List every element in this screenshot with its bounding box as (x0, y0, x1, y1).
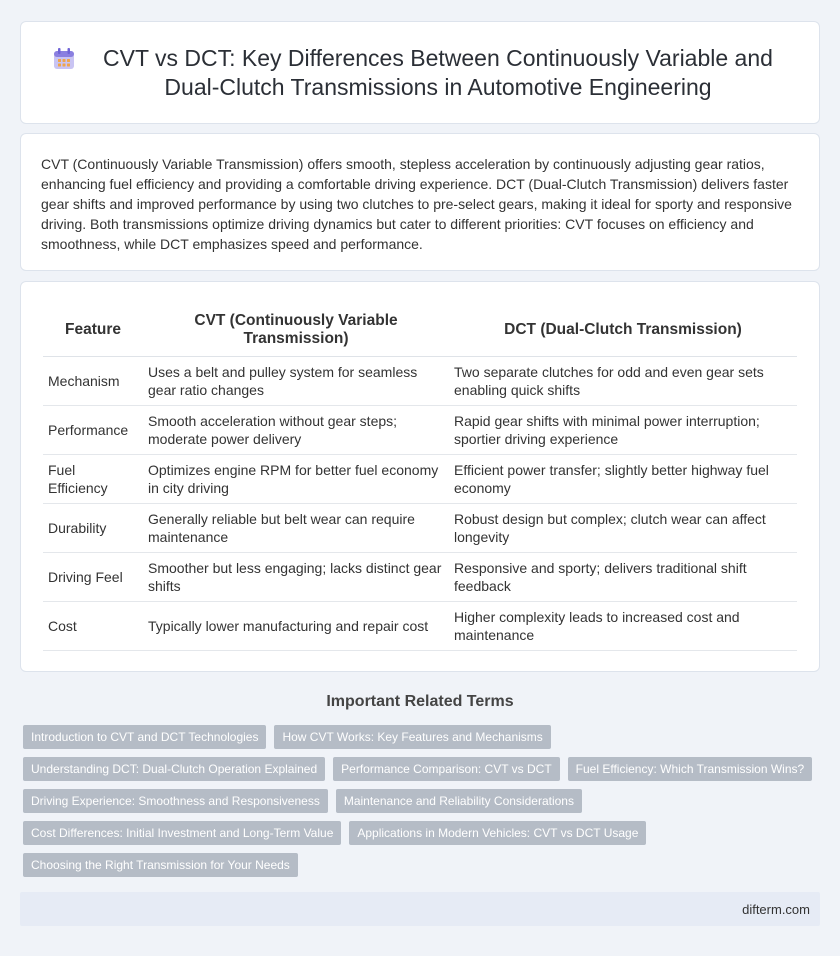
dct-cell: Robust design but complex; clutch wear can affect longevity (449, 504, 797, 553)
dct-cell: Responsive and sporty; delivers traditional shift feedback (449, 553, 797, 602)
related-terms-heading: Important Related Terms (326, 693, 514, 710)
feature-cell: Cost (43, 602, 143, 651)
related-term-tag[interactable]: Driving Experience: Smoothness and Responsiveness (23, 789, 328, 813)
calendar-icon (51, 46, 77, 72)
cvt-cell: Optimizes engine RPM for better fuel economy in city driving (143, 455, 449, 504)
footer (20, 892, 820, 926)
feature-cell: Mechanism (43, 357, 143, 406)
feature-cell: Performance (43, 406, 143, 455)
table-header-row (43, 304, 797, 357)
related-term-tag[interactable]: Fuel Efficiency: Which Transmission Wins? (568, 757, 813, 781)
related-term-tag[interactable]: How CVT Works: Key Features and Mechanisms (274, 725, 550, 749)
intro-paragraph: CVT (Continuously Variable Transmission) offers smooth, stepless acceleration by continuously adjusting gear ratios, enhancing fuel efficiency and providing a comfortable driving experience. DCT (Dual-Clutch Transmission) delivers faster gear shifts and improved performance by using two clutches to pre-select gears, making it ideal for sporty and responsive driving. Both transmissions optimize driving dynamics but cater to different priorities: CVT focuses on efficiency and smoothness, while DCT emphasizes speed and performance. (41, 156, 792, 252)
footer-site-link[interactable]: difterm.com (742, 901, 810, 917)
related-term-tag[interactable]: Introduction to CVT and DCT Technologies (23, 725, 266, 749)
feature-cell: Fuel Efficiency (43, 455, 143, 504)
header-feature: Feature (43, 304, 143, 357)
related-term-tag[interactable]: Understanding DCT: Dual-Clutch Operation Explained (23, 757, 325, 781)
table-row (43, 504, 797, 553)
title-card (20, 21, 820, 124)
related-term-tag[interactable]: Maintenance and Reliability Considerations (336, 789, 582, 813)
table-row (43, 455, 797, 504)
page-title: CVT vs DCT: Key Differences Between Continuously Variable and Dual-Clutch Transmissions in Automotive Engineering (103, 44, 773, 100)
related-term-tag[interactable]: Applications in Modern Vehicles: CVT vs DCT Usage (349, 821, 646, 845)
table-row (43, 602, 797, 651)
dct-cell: Efficient power transfer; slightly better highway fuel economy (449, 455, 797, 504)
header-cvt: CVT (Continuously Variable Transmission) (143, 304, 449, 357)
related-term-tag[interactable]: Cost Differences: Initial Investment and Long-Term Value (23, 821, 341, 845)
feature-cell: Durability (43, 504, 143, 553)
cvt-cell: Uses a belt and pulley system for seamless gear ratio changes (143, 357, 449, 406)
cvt-cell: Smooth acceleration without gear steps; moderate power delivery (143, 406, 449, 455)
dct-cell: Higher complexity leads to increased cost and maintenance (449, 602, 797, 651)
comparison-table-card (20, 281, 820, 672)
table-row (43, 553, 797, 602)
comparison-table (43, 304, 797, 651)
dct-cell: Rapid gear shifts with minimal power interruption; sportier driving experience (449, 406, 797, 455)
table-row (43, 357, 797, 406)
cvt-cell: Smoother but less engaging; lacks distinct gear shifts (143, 553, 449, 602)
related-term-tag[interactable]: Choosing the Right Transmission for Your Needs (23, 853, 298, 877)
related-term-tag[interactable]: Performance Comparison: CVT vs DCT (333, 757, 560, 781)
feature-cell: Driving Feel (43, 553, 143, 602)
table-row (43, 406, 797, 455)
intro-card (20, 133, 820, 271)
cvt-cell: Generally reliable but belt wear can require maintenance (143, 504, 449, 553)
related-terms-list (23, 725, 823, 877)
dct-cell: Two separate clutches for odd and even gear sets enabling quick shifts (449, 357, 797, 406)
cvt-cell: Typically lower manufacturing and repair cost (143, 602, 449, 651)
header-dct: DCT (Dual-Clutch Transmission) (449, 304, 797, 357)
